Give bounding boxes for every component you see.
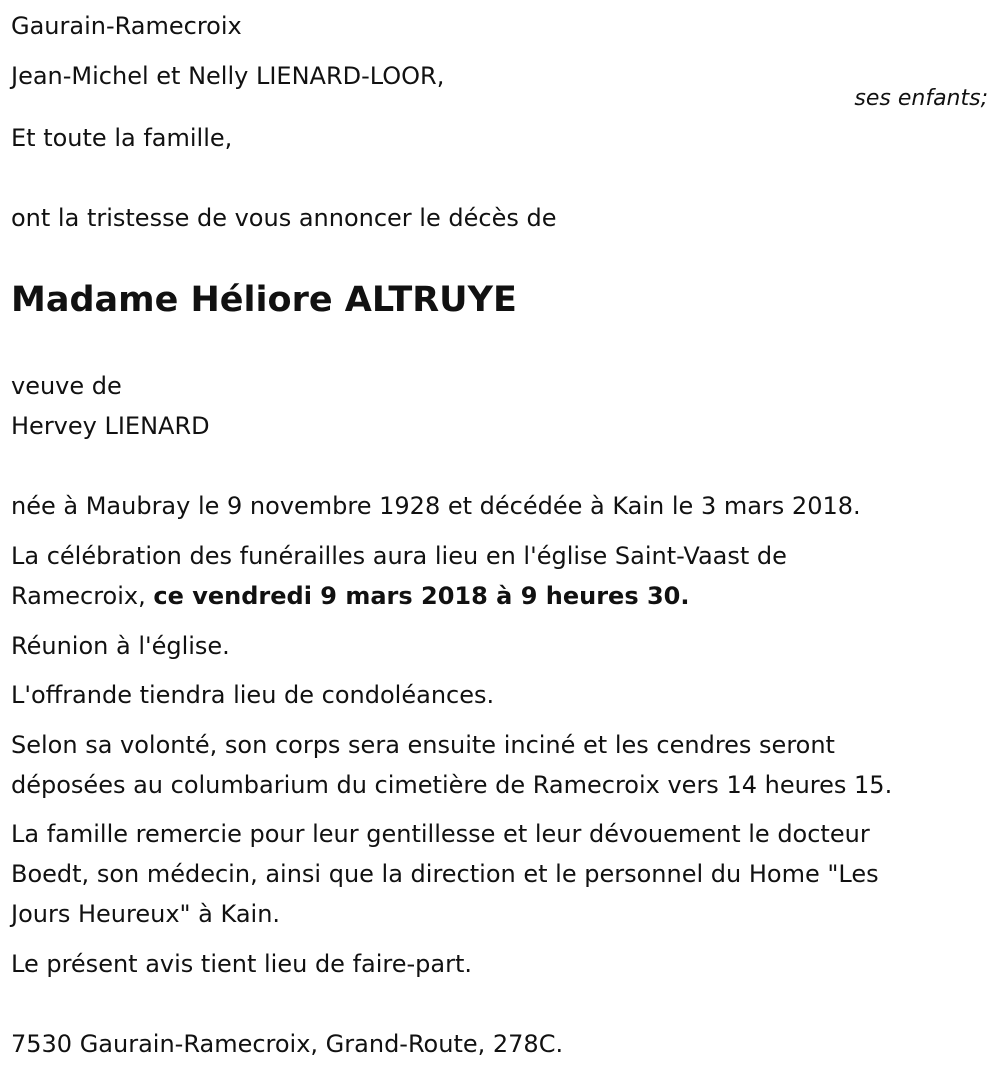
children-names: Jean-Michel et Nelly LIENARD-LOOR, — [11, 62, 445, 90]
family-location: Gaurain-Ramecroix — [11, 12, 242, 40]
ceremony-line-1: La célébration des funérailles aura lieu en l'église Saint-Vaast de — [11, 542, 787, 570]
address-line: 7530 Gaurain-Ramecroix, Grand-Route, 278C. — [11, 1030, 564, 1058]
ceremony-datetime: ce vendredi 9 mars 2018 à 9 heures 30. — [153, 582, 690, 610]
deceased-name: Madame Héliore ALTRUYE — [11, 280, 517, 320]
thanks-line-3: Jours Heureux" à Kain. — [11, 900, 281, 928]
widow-of-label: veuve de — [11, 372, 122, 400]
offering-line: L'offrande tiendra lieu de condoléances. — [11, 681, 495, 709]
children-role: ses enfants; — [854, 86, 988, 111]
birth-death-line: née à Maubray le 9 novembre 1928 et décédée à Kain le 3 mars 2018. — [11, 492, 861, 520]
thanks-line-1: La famille remercie pour leur gentillesse et leur dévouement le docteur — [11, 820, 870, 848]
meeting-line: Réunion à l'église. — [11, 632, 230, 660]
cremation-line-2: déposées au columbarium du cimetière de Ramecroix vers 14 heures 15. — [11, 771, 893, 799]
cremation-line-1: Selon sa volonté, son corps sera ensuite inciné et les cendres seront — [11, 731, 835, 759]
notice-line: Le présent avis tient lieu de faire-part. — [11, 950, 473, 978]
rest-of-family: Et toute la famille, — [11, 124, 233, 152]
ceremony-line-2 — [11, 576, 690, 616]
thanks-line-2: Boedt, son médecin, ainsi que la direction et le personnel du Home "Les — [11, 860, 879, 888]
announcement-text: ont la tristesse de vous annoncer le décès de — [11, 204, 557, 232]
ceremony-place: Ramecroix, — [11, 582, 154, 610]
spouse-name: Hervey LIENARD — [11, 412, 210, 440]
